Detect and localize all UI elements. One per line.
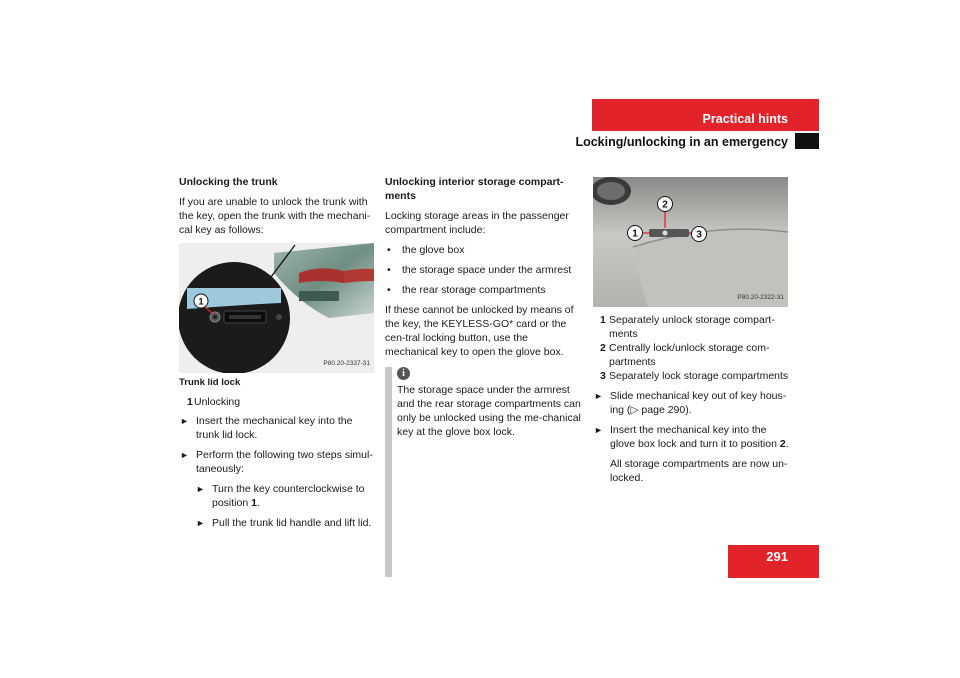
legend-text: Separately unlock storage compart-ments [609, 314, 775, 340]
bullet-text: the storage space under the armrest [402, 264, 572, 276]
arrow-icon: ► [196, 484, 205, 494]
page-number: 291 [766, 549, 788, 564]
legend-item [179, 395, 375, 409]
glove-marker-1: 1 [632, 228, 638, 240]
legend-num: 1 [600, 314, 606, 326]
bullet-text: the glove box [402, 244, 465, 256]
legend-text: Centrally lock/unlock storage com-partments [609, 342, 770, 368]
legend-num: 2 [600, 342, 606, 354]
figure-caption: Trunk lid lock [179, 377, 241, 388]
step-text: Perform the following two steps simul-taneously: [196, 449, 373, 475]
bullet-text: the rear storage compartments [402, 284, 546, 296]
trunk-lock-figure [179, 243, 374, 373]
bullet-item [385, 263, 581, 277]
note-text: The storage space under the armrest and the rear storage compartments can only be unlocked using the me-chanical key at the glove box lock. [397, 384, 581, 438]
trunk-intro: If you are unable to unlock the trunk with the key, open the trunk with the mechani-cal key as follows: [179, 196, 371, 236]
arrow-icon: ► [180, 450, 189, 460]
figure-code: P80.20-2337-31 [323, 360, 370, 367]
result-text: All storage compartments are now un-locked. [610, 458, 788, 484]
storage-body: If these cannot be unlocked by means of the key, the KEYLESS-GO* card or the cen-tral locking button, use the mechanical key to open the glove box. [385, 304, 574, 358]
bullet-icon: • [387, 284, 391, 296]
trunk-heading: Unlocking the trunk [179, 176, 278, 188]
bullet-item [385, 243, 581, 257]
punct: ). [685, 404, 692, 416]
page-subtitle: Locking/unlocking in an emergency [575, 135, 788, 149]
legend-item [593, 313, 791, 341]
bullet-icon: • [387, 264, 391, 276]
glove-box-illustration [593, 177, 788, 307]
substep-text: Turn the key counterclockwise to position [212, 483, 365, 509]
substep-text: Pull the trunk lid handle and lift lid. [212, 517, 372, 529]
legend-item [593, 369, 791, 383]
glove-box-figure [593, 177, 788, 307]
substep [195, 516, 375, 530]
section-title: Practical hints [702, 112, 788, 126]
step [593, 389, 791, 417]
column-trunk [179, 175, 375, 536]
legend-text: Unlocking [194, 396, 241, 408]
step-text: Slide mechanical key out of key hous-ing ( [610, 390, 787, 416]
legend-num: 1 [187, 396, 193, 408]
legend-text: Separately lock storage compartments [609, 370, 789, 382]
figure-code: P80.20-2322-31 [737, 294, 784, 301]
substep [195, 482, 375, 510]
arrow-icon: ► [196, 518, 205, 528]
info-icon: i [397, 367, 410, 380]
trunk-marker-1: 1 [198, 296, 204, 307]
arrow-icon: ► [594, 391, 603, 401]
column-storage [385, 175, 581, 445]
trunk-lock-illustration [179, 243, 374, 373]
legend-num: 3 [600, 370, 606, 382]
glove-marker-3: 3 [696, 229, 702, 241]
note-bar [385, 367, 392, 577]
column-glove-box [593, 313, 791, 491]
bullet-icon: • [387, 244, 391, 256]
step-text: Insert the mechanical key into the glove box lock and turn it to position [610, 424, 780, 450]
step-text: Insert the mechanical key into the trunk lid lock. [196, 415, 353, 441]
punct: . [256, 497, 260, 509]
legend-item [593, 341, 791, 369]
bullet-item [385, 283, 581, 297]
position-ref: 1 [251, 497, 257, 509]
arrow-icon: ► [594, 425, 603, 435]
step [179, 414, 375, 442]
header-marker [795, 133, 819, 149]
storage-heading: Unlocking interior storage compart-ments [385, 176, 564, 202]
page-reference-link[interactable]: ▷ page 290 [630, 404, 686, 416]
position-ref: 2 [779, 438, 786, 450]
step [179, 448, 375, 476]
glove-marker-2: 2 [662, 199, 668, 211]
storage-intro: Locking storage areas in the passenger compartment include: [385, 210, 569, 236]
step [593, 423, 791, 451]
punct: . [785, 438, 789, 450]
arrow-icon: ► [180, 416, 189, 426]
info-note [385, 367, 581, 439]
